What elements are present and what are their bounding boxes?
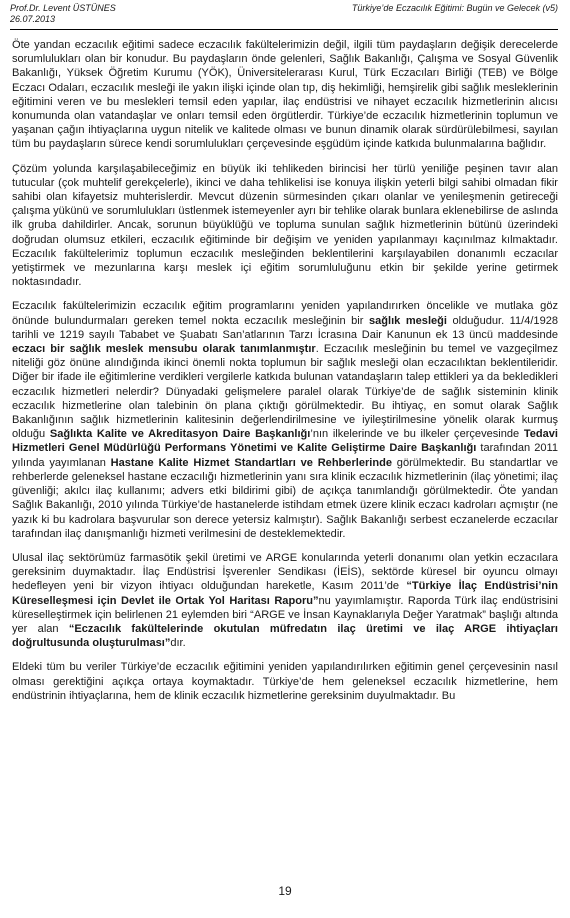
paragraph	[12, 162, 558, 290]
text-run: görülmektedir. Bu standartlar ve rehberlerde geleneksel hastane eczacılığı hizmetlerinin yanı sıra klinik eczacılık hizmetlerinin (ilaç yönetimi; ilaç güvenliği; akılcı ilaç kullanımı; advers etki bildirimi gibi) de açıkça tanımlandığı görülmektedir. Öte yandan Sağlık Bakanlığı, 2010 yılında Türkiye’de hastanelerde istihdam etmek üzere klinik eczacı kadroları açmıştır (ne yazık ki bu kadrolara başvurular son derece yetersiz kalmıştır). Sağlık Bakanlığı serbest eczanelerde eczacılar tarafından ilaç danışmanlığı hizmeti verilmesini de desteklemektedir.	[12, 456, 558, 540]
header-title: Türkiye’de Eczacılık Eğitimi: Bugün ve Gelecek (v5)	[351, 3, 558, 13]
bold-text: Tedavi Hizmetleri Genel Müdürlüğü Performans Yönetimi ve Kalite Geliştirme Daire Başkanlığı	[12, 428, 558, 455]
text-run: Eldeki tüm bu veriler Türkiye’de eczacılık eğitimini yeniden yapılandırılırken eğitimin genel çerçevesinin nasıl olması gerektiğini açıkça ortaya koymaktadır. Türkiye’de hem geleneksel eczacılık hizmetlerine, hem endüstrinin ihtiyaçlarına, hem de klinik eczacılık hizmetlerine gereksinim duyulmaktadır. Bu	[12, 661, 558, 702]
text-run: Eczacılık fakültelerimizin eczacılık eğitim programlarını yeniden yapılandırırken öncelikle ve mutlaka göz önünde bulundurmaları gereken temel nokta eczacılık mesleğinin bir	[12, 300, 558, 327]
bold-text: Sağlıkta Kalite ve Akreditasyon Daire Başkanlığı	[49, 428, 311, 441]
text-run: Ulusal ilaç sektörümüz farmasötik şekil üretimi ve ARGE konularında yeterli donanımı olan yetkin eczacılara gereksinim duymaktadır. İlaç Endüstrisi İşverenler Sendikası (İEİS), sektörde küresel bir oyuncu olmayı hedefleyen yeni bir vizyon ihtiyacı olduğundan hareketle, Kasım 2011’de	[12, 551, 558, 593]
paragraph	[12, 38, 558, 152]
page-body	[12, 38, 558, 713]
paragraph	[12, 660, 558, 703]
text-run: olduğudur. 11/4/1928 tarihli ve 1219 sayılı Tababet ve Şuabatı San’atlarının Tarzı İcrasına Dair Kanunun ek 13 üncü maddesinde	[12, 314, 559, 341]
header-date: 26.07.2013	[10, 14, 56, 24]
text-run: tarafından 2011 yılında yayımlanan	[12, 442, 558, 469]
text-run: . Eczacılık mesleğinin bu temel ve vazgeçilmez niteliği göz önüne alındığında ikinci önemli nokta toplumun bir sağlık mesleği olan eczacılıktan beklentileridir. Diğer bir ifade ile eğitimlerine verdikleri vergilerle katkıda bulunan vatandaşların talep ettikleri ya da bekledikleri eczacılık hizmetleri nelerdir? Dünyadaki gelişmelere paralel olarak Türkiye’de de sağlık sisteminin klinik eczacılık hizmetlerine olan talebinin ön plana çıktığı görülmektedir. Bu ihtiyaç, en somut olarak Sağlık Bakanlığının sağlık hizmetlerinin kalitesinin değerlendirilmesine ve iyileştirilmesine yönelik olarak kurmuş olduğu	[12, 343, 558, 441]
bold-text: sağlık mesleği	[368, 314, 447, 327]
header-author: Prof.Dr. Levent ÜSTÜNES	[10, 3, 116, 13]
text-run: nu yayımlamıştır. Raporda Türk ilaç endüstrisini küreselleştirmek için belirlenen 21 eylemden biri “ARGE ve İnsan Kaynaklarıyla Değer Yaratmak” başlığı altında yer alan	[12, 594, 558, 635]
header-rule	[10, 29, 558, 30]
text-run: Öte yandan eczacılık eğitimi sadece eczacılık fakültelerimizin değil, ilgili tüm paydaşların değişik derecelerde sorumlulukları olan bir konudur. Bu paydaşların önde gelenleri, Sağlık Bakanlığı, Çalışma ve Sosyal Güvenlik Bakanlığı, Yüksek Öğretim Kurumu (YÖK), Üniversitelerarası Kurul, Türk Eczacıları Birliği (TEB) ve Bölge Eczacı Odaları, eczacılık mesleği ile yakın ilişki içinde olan tıp, diş hekimliği, hemşirelik gibi sağlık mesleklerinin eğitimini veren ve bu meslekleri temsil eden yapılar, ilaç endüstrisi ve nihayet eczacılık hizmetlerinin alıcısı konumunda olan vatandaşlar ve onları temsil eden örgütlerdir. Türkiye’de eczacılık hizmetlerinin toplumun ve yaşanan çağın ihtiyaçlarına uygun nitelik ve kalitede olması ve bunun dinamik olarak sürdürülebilmesi, sayılan tüm bu paydaşların sürece kendi sorumlulukları çerçevesinde eşgüdüm içinde katkıda bulunmalarına bağlıdır.	[12, 39, 558, 151]
paragraph	[12, 551, 558, 650]
bold-text: Hastane Kalite Hizmet Standartları ve Rehberlerinde	[110, 456, 392, 469]
text-run: dır.	[170, 637, 186, 650]
header-left	[10, 3, 116, 25]
text-run: Çözüm yolunda karşılaşabileceğimiz en büyük iki tehlikeden birincisi her türlü yeniliğe peşinen tavır alan tutucular (çok muhtelif gerekçelerle), ikinci ve daha tehlikelisi ise konuya ilişkin yeterli bilgi sahibi olmadan fikir sahibi olan kifayetsiz muhterislerdir. Mevcut düzenin sürmesinden çıkarı olanlar ve yenileşmenin getireceği çalışma yükünü ve sorumlulukları üstlenmek istemeyenler ayrı bir tehlike olarak bunlara eklenebilirse de aslında ilk gruba dahildirler. Ancak, sorunun büyüklüğü ve topluma sunulan sağlık hizmetlerinin bütünü üzerindeki doğrudan olumsuz etkileri, eczacılık eğitiminde bir değişim ve yeniden yapılanmayı kaçınılmaz kılmaktadır. Eczacılık fakültelerimiz toplumun eczacılık mesleğinden beklentilerini karşılayabilen donanımlı eczacılar yetiştirmek ve mezunlarına karşı meslek içi eğitim sorumluluğunu etkin bir şekilde yerine getirmek noktasındadır.	[12, 162, 558, 289]
page-number: 19	[278, 884, 292, 898]
paragraph	[12, 299, 558, 540]
text-run: ’nın ilkelerinde ve bu ilkeler çerçevesinde	[310, 428, 524, 441]
bold-text: “Eczacılık fakültelerinde okutulan müfredatın ilaç üretimi ve ilaç ARGE ihtiyaçları doğrultusunda oluşturulması”	[12, 622, 558, 650]
bold-text: eczacı bir sağlık meslek mensubu olarak tanımlanmıştır	[12, 343, 316, 356]
bold-text: “Türkiye İlaç Endüstrisi’nin Küreselleşmesi için Devlet ile Ortak Yol Haritası Raporu”	[12, 580, 558, 607]
